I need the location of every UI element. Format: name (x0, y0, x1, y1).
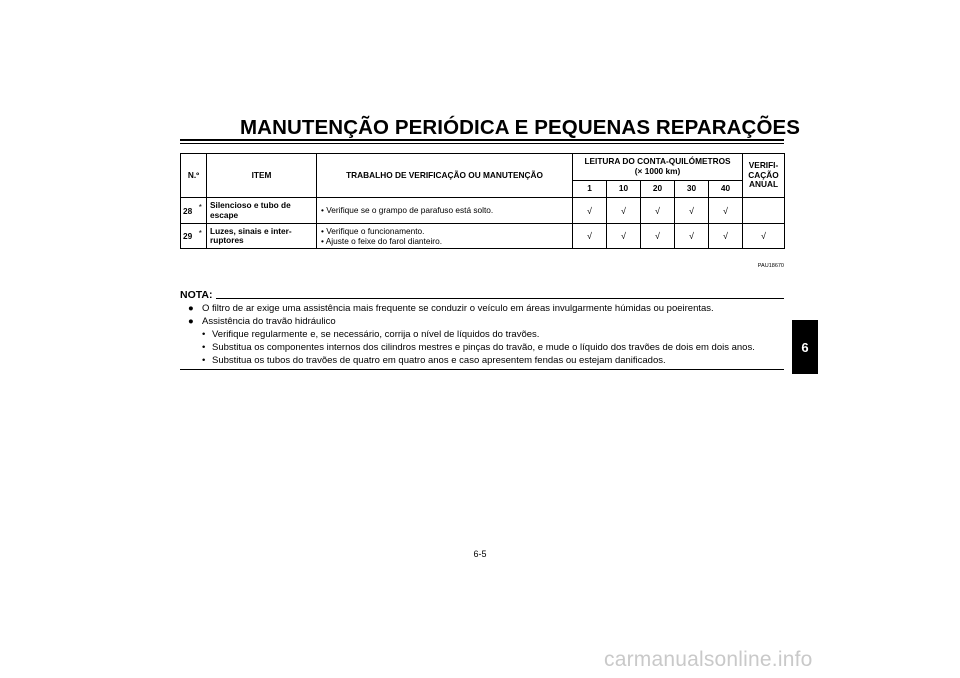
check-mark: √ (641, 198, 675, 224)
row-item: Luzes, sinais e inter- ruptores (207, 224, 317, 249)
header-odo-col: 40 (709, 181, 743, 198)
table-row (181, 198, 785, 224)
list-item (180, 328, 790, 341)
list-item (180, 302, 790, 315)
nota-bottom-rule (180, 369, 784, 370)
row-number: 29 (181, 224, 195, 249)
note-text: Substitua os tubos do travões de quatro em quatro anos e caso apresentem fendas ou estejam danificados. (212, 355, 666, 366)
maintenance-table (180, 153, 785, 249)
row-star: * (195, 198, 207, 224)
nota-rule (216, 298, 784, 299)
note-text: Assistência do travão hidráulico (202, 316, 336, 327)
page-number: 6-5 (473, 549, 487, 559)
header-odo-col: 1 (573, 181, 607, 198)
list-item (180, 341, 790, 354)
check-mark-annual (743, 198, 785, 224)
check-mark: √ (607, 224, 641, 249)
header-item: ITEM (207, 154, 317, 198)
check-mark-annual: √ (743, 224, 785, 249)
watermark: carmanualsonline.info (604, 648, 813, 671)
check-mark: √ (675, 198, 709, 224)
title-rule-thin (180, 143, 784, 144)
header-odo-col: 20 (641, 181, 675, 198)
sub-bullet-icon: • (202, 355, 206, 366)
header-odo-col: 10 (607, 181, 641, 198)
row-star: * (195, 224, 207, 249)
list-item (180, 354, 790, 367)
sub-bullet-icon: • (202, 342, 206, 353)
row-work: • Verifique se o grampo de parafuso está solto. (317, 198, 573, 224)
header-odometer-unit: (× 1000 km) (634, 166, 681, 176)
check-mark: √ (607, 198, 641, 224)
check-mark: √ (709, 224, 743, 249)
table-row (181, 224, 785, 249)
note-text: Verifique regularmente e, se necessário, corrija o nível de líquidos do travões. (212, 329, 540, 340)
note-text: O filtro de ar exige uma assistência mais frequente se conduzir o veículo em áreas invulgarmente húmidas ou poeirentas. (202, 303, 714, 314)
list-item (180, 315, 790, 328)
nota-label: NOTA: (180, 289, 213, 301)
check-mark: √ (675, 224, 709, 249)
check-mark: √ (641, 224, 675, 249)
header-odometer-label: LEITURA DO CONTA-QUILÓMETROS (584, 156, 731, 167)
bullet-icon: ● (188, 316, 194, 327)
nota-list (180, 302, 790, 367)
row-work: • Verifique o funcionamento. • Ajuste o feixe do farol dianteiro. (317, 224, 573, 249)
bullet-icon: ● (188, 303, 194, 314)
check-mark: √ (709, 198, 743, 224)
document-code: PAU18670 (757, 263, 784, 269)
check-mark: √ (573, 198, 607, 224)
note-text: Substitua os componentes internos dos cilindros mestres e pinças do travão, e mude o líquido dos travões de dois em dois anos. (212, 342, 755, 353)
row-item: Silencioso e tubo de escape (207, 198, 317, 224)
header-no: N.º (181, 154, 207, 198)
header-work: TRABALHO DE VERIFICAÇÃO OU MANUTENÇÃO (317, 154, 573, 198)
header-odometer (573, 154, 743, 181)
chapter-tab: 6 (792, 320, 818, 374)
sub-bullet-icon: • (202, 329, 206, 340)
page-title: MANUTENÇÃO PERIÓDICA E PEQUENAS REPARAÇÕES (240, 116, 801, 139)
row-number: 28 (181, 198, 195, 224)
header-annual: VERIFI- CAÇÃO ANUAL (743, 154, 785, 198)
title-rule-thick (180, 139, 784, 141)
header-odo-col: 30 (675, 181, 709, 198)
check-mark: √ (573, 224, 607, 249)
